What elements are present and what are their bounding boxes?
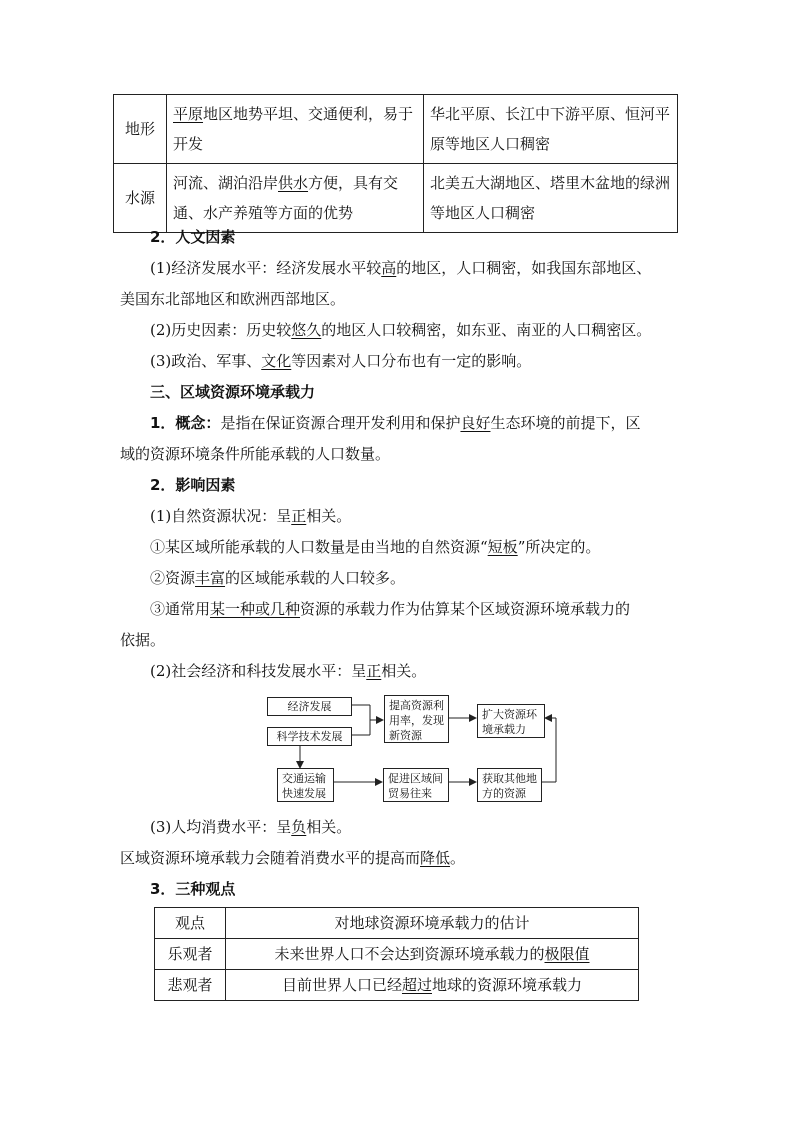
natural-resources-line: (1)自然资源状况：呈正相关。 xyxy=(150,507,352,525)
row-header-water: 水源 xyxy=(114,164,167,233)
flow-science-technology: 科学技术发展 xyxy=(267,727,352,746)
flow-expand-capacity: 扩大资源环境承载力 xyxy=(477,704,545,738)
views-table xyxy=(154,907,639,1001)
section-3-heading: 三、区域资源环境承载力 xyxy=(150,383,316,401)
optimist-label: 乐观者 xyxy=(155,939,226,970)
col-header-estimate: 对地球资源环境承载力的估计 xyxy=(226,908,639,939)
optimist-view: 未来世界人口不会达到资源环境承载力的极限值 xyxy=(226,939,639,970)
table-row xyxy=(155,970,639,1001)
terrain-example: 华北平原、长江中下游平原、恒河平原等地区人口稠密 xyxy=(424,95,678,164)
three-views-heading: 3．三种观点 xyxy=(150,880,236,898)
point-3-line-1: ③通常用某一种或几种资源的承载力作为估算某个区域资源环境承载力的 xyxy=(150,600,631,618)
pessimist-label: 悲观者 xyxy=(155,970,226,1001)
econ-line-2: 美国东北部地区和欧洲西部地区。 xyxy=(120,290,346,308)
flow-economic-development: 经济发展 xyxy=(267,697,352,716)
factors-heading: 2．影响因素 xyxy=(150,476,236,494)
history-line: (2)历史因素：历史较悠久的地区人口较稠密，如东亚、南亚的人口稠密区。 xyxy=(150,321,652,339)
terrain-description: 平原地区地势平坦、交通便利，易于开发 xyxy=(167,95,424,164)
terrain-water-table xyxy=(113,94,678,233)
flow-obtain-resources: 获取其他地方的资源 xyxy=(477,768,542,802)
pessimist-view: 目前世界人口已经超过地球的资源环境承载力 xyxy=(226,970,639,1001)
point-3-line-2: 依据。 xyxy=(120,631,166,649)
table-row xyxy=(155,908,639,939)
econ-line-1: (1)经济发展水平：经济发展水平较高的地区，人口稠密，如我国东部地区、 xyxy=(150,259,652,277)
consumption-effect-line: 区域资源环境承载力会随着消费水平的提高而降低。 xyxy=(120,849,466,867)
point-2: ②资源丰富的区域能承载的人口较多。 xyxy=(150,569,406,587)
politics-line: (3)政治、军事、文化等因素对人口分布也有一定的影响。 xyxy=(150,352,532,370)
concept-line-2: 域的资源环境条件所能承载的人口数量。 xyxy=(120,445,391,463)
flow-transport-development: 交通运输快速发展 xyxy=(277,768,334,802)
row-header-terrain: 地形 xyxy=(114,95,167,164)
socio-economic-line: (2)社会经济和科技发展水平：呈正相关。 xyxy=(150,662,427,680)
concept-line-1: 1．概念：是指在保证资源合理开发利用和保护良好生态环境的前提下，区 xyxy=(150,414,641,432)
table-row xyxy=(114,164,678,233)
flow-improve-utilization: 提高资源利用率，发现新资源 xyxy=(384,695,449,743)
consumption-line: (3)人均消费水平：呈负相关。 xyxy=(150,818,352,836)
col-header-view: 观点 xyxy=(155,908,226,939)
table-row xyxy=(155,939,639,970)
point-1: ①某区域所能承载的人口数量是由当地的自然资源“短板”所决定的。 xyxy=(150,538,601,556)
water-description: 河流、湖泊沿岸供水方便，具有交通、水产养殖等方面的优势 xyxy=(167,164,424,233)
human-factors-heading: 2．人文因素 xyxy=(150,228,236,246)
flow-promote-trade: 促进区域间贸易往来 xyxy=(383,768,449,802)
table-row xyxy=(114,95,678,164)
water-example: 北美五大湖地区、塔里木盆地的绿洲等地区人口稠密 xyxy=(424,164,678,233)
